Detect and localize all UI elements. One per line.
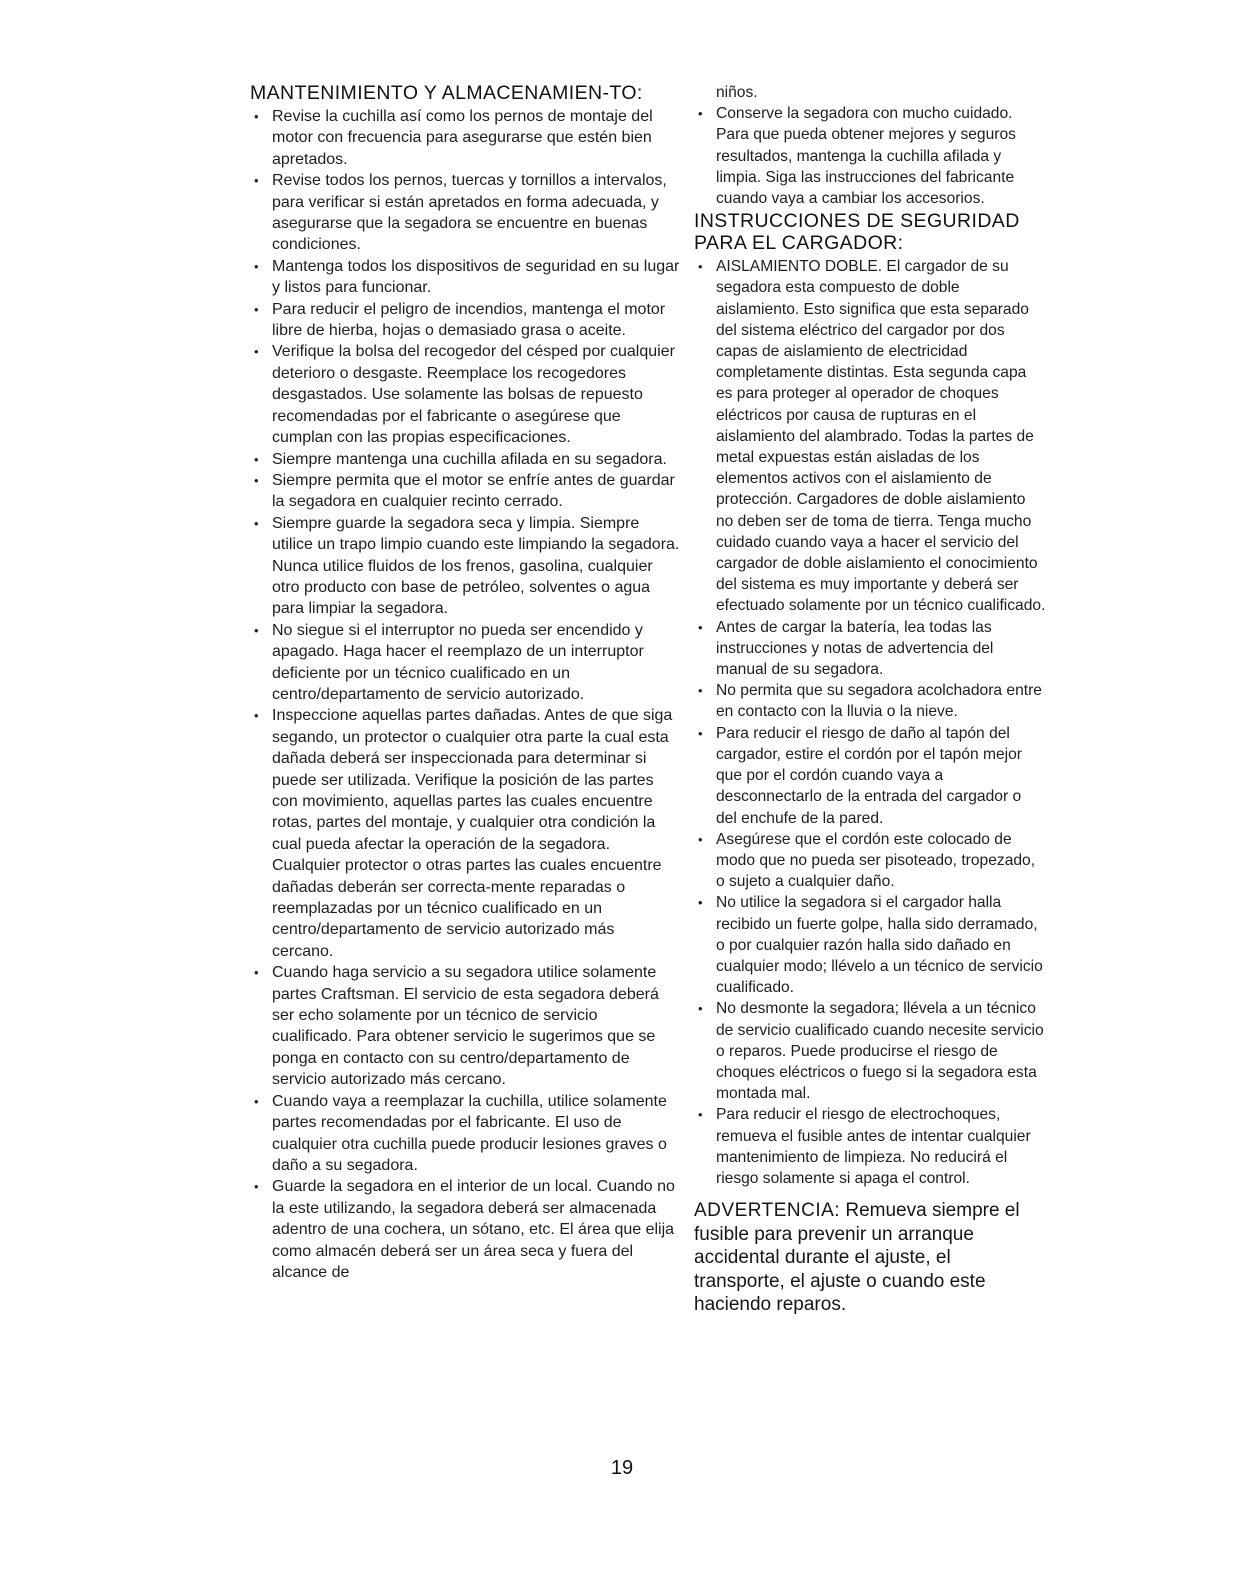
- list-item: • Para reducir el riesgo de electrochoques, remueva el fusible antes de intentar cualquier mantenimiento de limpieza. No reducirá el riesgo solamente si apaga el control.: [694, 1104, 1046, 1189]
- list-item: • No utilice la segadora si el cargador halla recibido un fuerte golpe, halla sido derramado, o por cualquier razón halla sido dañado en cualquier modo; llévelo a un técnico de servicio cualificado.: [694, 892, 1046, 998]
- list-item: • No siegue si el interruptor no pueda ser encendido y apagado. Haga hacer el reemplazo de un interruptor deficiente por un técnico cualificado en un centro/departamento de servicio autorizado.: [250, 620, 680, 706]
- list-item: • Siempre permita que el motor se enfríe antes de guardar la segadora en cualquier recinto cerrado.: [250, 470, 680, 513]
- list-item: • Conserve la segadora con mucho cuidado. Para que pueda obtener mejores y seguros resultados, mantenga la cuchilla afilada y limpia. Siga las instrucciones del fabricante cuando vaya a cambiar los accesorios.: [694, 103, 1046, 209]
- list-item: • Guarde la segadora en el interior de un local. Cuando no la este utilizando, la segadora deberá ser almacenada adentro de una cochera, un sótano, etc. El área que elija como almacén deberá ser un área seca y fuera del alcance de: [250, 1176, 680, 1283]
- list-item: • No permita que su segadora acolchadora entre en contacto con la lluvia o la nieve.: [694, 680, 1046, 722]
- charger-safety-heading: INSTRUCCIONES DE SEGURIDAD PARA EL CARGADOR:: [694, 210, 1020, 255]
- list-item: • Siempre guarde la segadora seca y limpia. Siempre utilice un trapo limpio cuando este limpiando la segadora. Nunca utilice fluidos de los frenos, gasolina, cualquier otro producto con base de petróleo, solventes o agua para limpiar la segadora.: [250, 513, 680, 620]
- page-number: 19: [610, 1457, 634, 1479]
- maintenance-list: [250, 106, 680, 1283]
- list-item: • Revise la cuchilla así como los pernos de montaje del motor con frecuencia para asegurarse que estén bien apretados.: [250, 106, 680, 170]
- list-item: • Inspeccione aquellas partes dañadas. Antes de que siga segando, un protector o cualquier otra parte la cual esta dañada deberá ser inspeccionada para determinar si puede ser utilizada. Verifique la posición de las partes con movimiento, aquellas partes las cuales encuentre rotas, partes del montaje, y cualquier otra condición la cual pueda afectar la operación de la segadora. Cualquier protector o otras partes las cuales encuentre dañadas deberán ser correcta-mente reparadas o reemplazadas por un técnico cualificado en un centro/departamento de servicio autorizado más cercano.: [250, 705, 680, 962]
- list-item: • Antes de cargar la batería, lea todas las instrucciones y notas de advertencia del manual de su segadora.: [694, 617, 1046, 681]
- warning-paragraph: [694, 1199, 1046, 1317]
- list-item-continuation: niños.: [716, 84, 758, 101]
- list-item: • Cuando vaya a reemplazar la cuchilla, utilice solamente partes recomendadas por el fabricante. El uso de cualquier otra cuchilla puede producir lesiones graves o daño a su segadora.: [250, 1091, 680, 1177]
- maintenance-heading: MANTENIMIENTO Y ALMACENAMIEN-TO:: [250, 82, 643, 104]
- continued-list: [694, 82, 1046, 209]
- list-item: • AISLAMIENTO DOBLE. El cargador de su segadora esta compuesto de doble aislamiento. Esto significa que esta separado del sistema eléctrico del cargador por dos capas de aislamiento de electricidad completamente distintas. Esta segunda capa es para proteger al operador de choques eléctricos por causa de rupturas en el aislamiento del alambrado. Todas la partes de metal expuestas están aisladas de los elementos activos con el aislamiento de protección. Cargadores de doble aislamiento no deben ser de toma de tierra. Tenga mucho cuidado cuando vaya a hacer el servicio del cargador de doble aislamiento el conocimiento del sistema es muy importante y deberá ser efectuado solamente por un técnico cualificado.: [694, 256, 1046, 616]
- right-column: [694, 82, 1046, 1336]
- list-item: • Asegúrese que el cordón este colocado de modo que no pueda ser pisoteado, tropezado, o sujeto a cualquier daño.: [694, 829, 1046, 893]
- list-item: • Revise todos los pernos, tuercas y tornillos a intervalos, para verificar si están apretados en forma adecuada, y asegurarse que la segadora se encuentre en buenas condiciones.: [250, 170, 680, 256]
- list-item: • Para reducir el riesgo de daño al tapón del cargador, estire el cordón por el tapón mejor que por el cordón cuando vaya a desconnectarlo de la entrada del cargador o del enchufe de la pared.: [694, 723, 1046, 829]
- list-item: • Verifique la bolsa del recogedor del césped por cualquier deterioro o desgaste. Reemplace los recogedores desgastados. Use solamente las bolsas de repuesto recomendadas por el fabricante o asegúrese que cumplan con las propias especificaciones.: [250, 341, 680, 448]
- list-item: • No desmonte la segadora; llévela a un técnico de servicio cualificado cuando necesite servicio o reparos. Puede producirse el riesgo de choques eléctricos o fuego si la segadora esta montada mal.: [694, 998, 1046, 1104]
- list-item: • Siempre mantenga una cuchilla afilada en su segadora.: [250, 449, 680, 470]
- list-item: • Para reducir el peligro de incendios, mantenga el motor libre de hierba, hojas o demasiado grasa o aceite.: [250, 299, 680, 342]
- warning-label: ADVERTENCIA:: [694, 1200, 841, 1222]
- warning-text: Remueva siempre el fusible para prevenir un arranque accidental durante el ajuste, el transporte, el ajuste o cuando este haciendo reparos.: [694, 1200, 1020, 1316]
- list-item: • Cuando haga servicio a su segadora utilice solamente partes Craftsman. El servicio de esta segadora deberá ser echo solamente por un técnico de servicio cualificado. Para obtener servicio le sugerimos que se ponga en contacto con su centro/departamento de servicio autorizado más cercano.: [250, 962, 680, 1090]
- left-column: [250, 82, 680, 1283]
- list-item: • Mantenga todos los dispositivos de seguridad en su lugar y listos para funcionar.: [250, 256, 680, 299]
- charger-safety-list: [694, 256, 1046, 1189]
